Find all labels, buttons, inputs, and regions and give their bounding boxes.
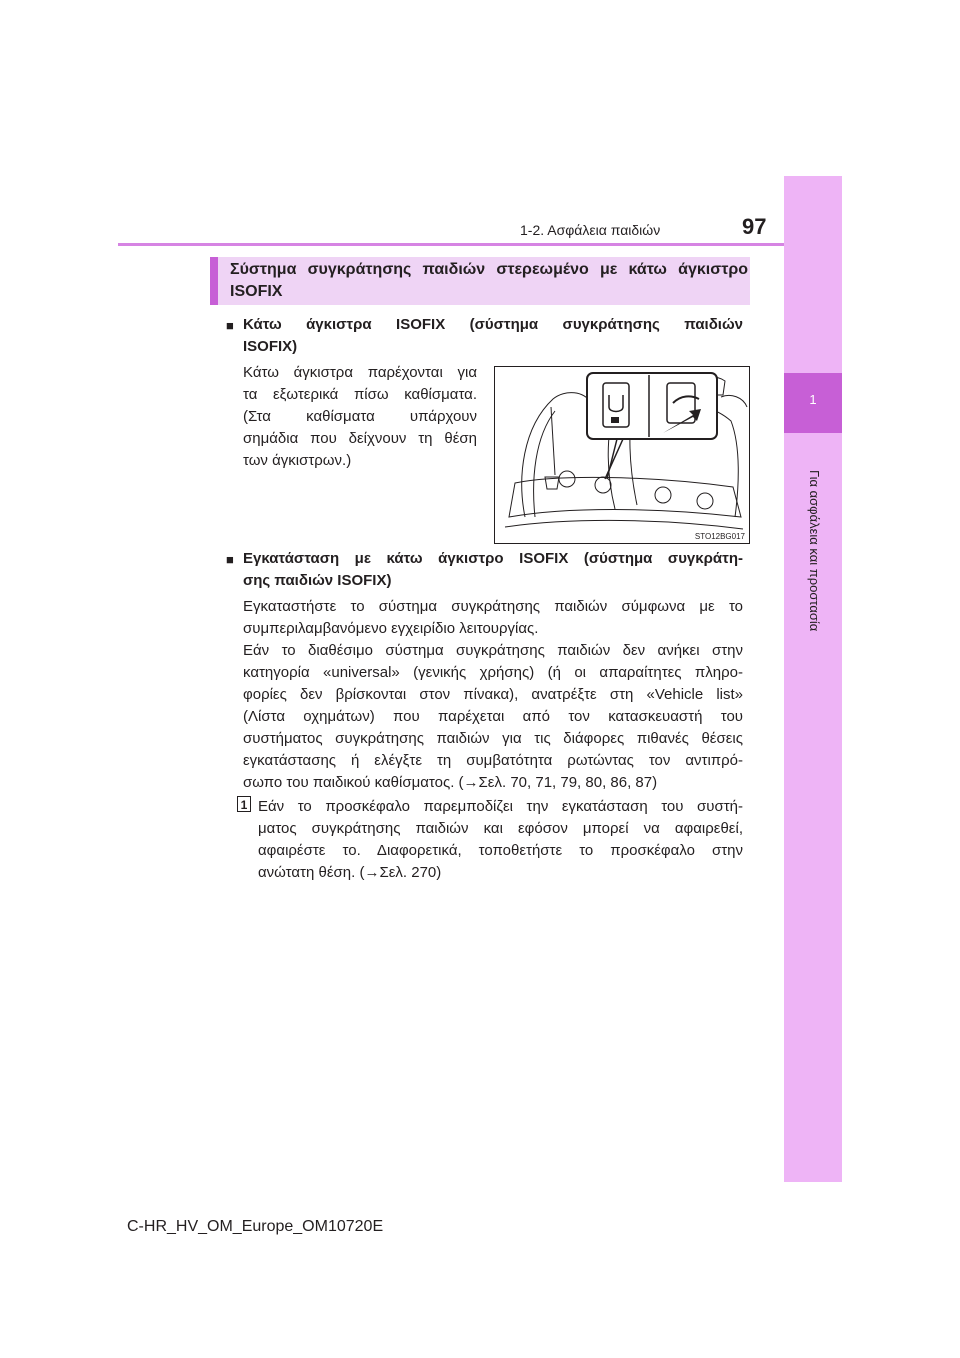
- section-heading-box: [210, 257, 750, 305]
- paragraph-line: Εάν το διαθέσιμο σύστημα συγκράτησης παιδιών δεν ανήκει στην: [243, 642, 743, 659]
- heading-line: Εγκατάσταση με κάτω άγκιστρο ISOFIX (σύστημα συγκράτη-: [243, 550, 743, 567]
- paragraph-line: ματος συγκράτησης παιδιών και εφόσον μπορεί να αφαιρεθεί,: [258, 820, 743, 837]
- page-number: 97: [742, 214, 767, 239]
- subheading-isofix-anchors: [243, 314, 743, 358]
- paragraph-line: αφαιρέστε το. Διαφορετικά, τοποθετήστε το προσκέφαλο στην: [258, 842, 743, 859]
- chapter-title: Για ασφάλεια και προστασία: [807, 470, 822, 632]
- heading-line: Κάτω άγκιστρα ISOFIX (σύστημα συγκράτησης παιδιών: [243, 316, 743, 333]
- isofix-anchors-description: [243, 362, 477, 472]
- header-divider: [118, 243, 842, 246]
- headrest-step-text: [258, 796, 743, 884]
- step-number-box: 1: [237, 796, 251, 812]
- document-code: C-HR_HV_OM_Europe_OM10720E: [127, 1218, 384, 1235]
- paragraph-line: σημάδια που δείχνουν τη θέση: [243, 430, 477, 447]
- isofix-installation-instructions: [243, 596, 743, 794]
- subheading-isofix-installation: [243, 548, 743, 592]
- chapter-number: 1: [809, 392, 817, 407]
- paragraph-line: (Στα καθίσματα υπάρχουν: [243, 408, 477, 425]
- paragraph-line: ανώτατη θέση. (→Σελ. 270): [258, 864, 442, 881]
- paragraph-line: κατηγορία «universal» (γενικής χρήσης) (ή οι απαραίτητες πληρο-: [243, 664, 743, 681]
- paragraph-line: Κάτω άγκιστρα παρέχονται για: [243, 364, 477, 381]
- paragraph-line: συστήματος συγκράτησης παιδιών για τις διάφορες πιθανές θέσεις: [243, 730, 743, 747]
- isofix-anchor-illustration: [494, 366, 750, 544]
- paragraph-line: τα εξωτερικά πίσω καθίσματα.: [243, 386, 477, 403]
- heading-line: ISOFIX): [243, 338, 298, 355]
- paragraph-line: Εάν το προσκέφαλο παρεμποδίζει την εγκατάσταση του συστή-: [258, 798, 743, 815]
- bullet-icon: ■: [226, 318, 234, 333]
- paragraph-line: συμπεριλαμβανόμενο εγχειρίδιο λειτουργίας.: [243, 620, 539, 637]
- paragraph-line: Εγκαταστήστε το σύστημα συγκράτησης παιδιών σύμφωνα με το: [243, 598, 743, 615]
- heading-line: σης παιδιών ISOFIX): [243, 572, 392, 589]
- figure-code: STO12BG017: [694, 532, 745, 541]
- rear-seat-drawing: [495, 367, 749, 543]
- header-section-title: 1-2. Ασφάλεια παιδιών: [520, 222, 661, 238]
- bullet-icon: ■: [226, 552, 234, 567]
- section-title: Σύστημα συγκράτησης παιδιών στερεωμένο με κάτω άγκιστρο ISOFIX: [230, 261, 748, 300]
- paragraph-line: σωπο του παιδικού καθίσματος. (→Σελ. 70, 71, 79, 80, 86, 87): [243, 774, 658, 791]
- paragraph-line: εγκατάστασης ή ελέγξτε τη συμβατότητα ρωτώντας τον αντιπρό-: [243, 752, 743, 769]
- paragraph-line: φορίες δεν βρίσκονται στον πίνακα), ανατρέξτε στη «Vehicle list»: [243, 686, 743, 703]
- paragraph-line: (Λίστα οχημάτων) που παρέχεται από τον κατασκευαστή του: [243, 708, 743, 725]
- paragraph-line: των άγκιστρων.): [243, 452, 352, 469]
- chapter-side-tab: [784, 176, 842, 1182]
